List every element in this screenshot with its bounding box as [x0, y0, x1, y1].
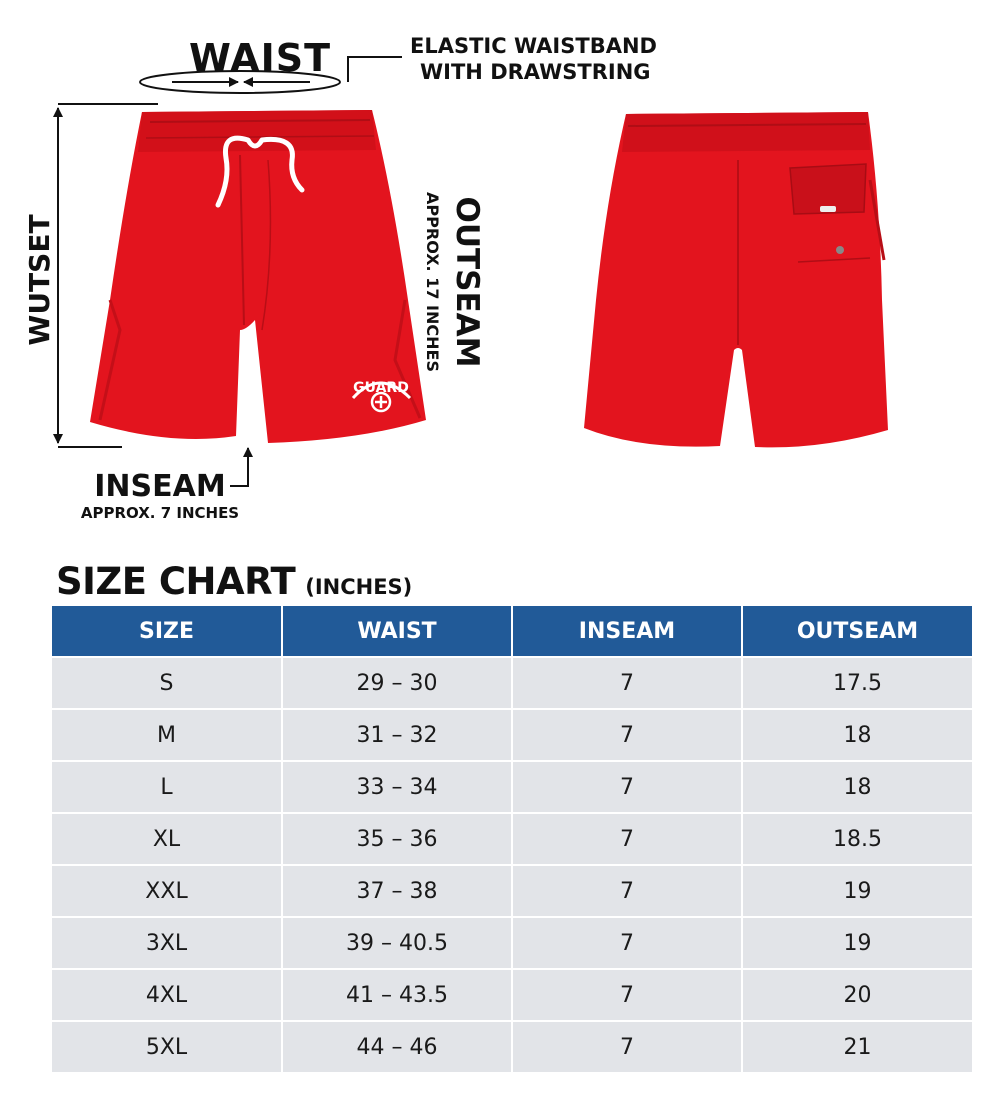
column-header-outseam: OUTSEAM [742, 606, 972, 657]
inseam-label: INSEAM [94, 469, 226, 504]
cell-waist: 31 – 32 [282, 709, 512, 761]
outseam-label: OUTSEAM [449, 196, 485, 368]
cell-size: XL [52, 813, 282, 865]
cell-size: 5XL [52, 1021, 282, 1072]
cell-size: L [52, 761, 282, 813]
table-row [52, 761, 972, 813]
cell-waist: 39 – 40.5 [282, 917, 512, 969]
cell-outseam: 19 [742, 917, 972, 969]
table-row [52, 865, 972, 917]
cell-waist: 41 – 43.5 [282, 969, 512, 1021]
cell-outseam: 21 [742, 1021, 972, 1072]
waistband-label-line1: ELASTIC WAISTBAND [410, 34, 657, 58]
cell-inseam: 7 [512, 761, 742, 813]
cell-inseam: 7 [512, 657, 742, 709]
cell-size: S [52, 657, 282, 709]
column-header-size: SIZE [52, 606, 282, 657]
cell-outseam: 18 [742, 709, 972, 761]
cell-outseam: 18.5 [742, 813, 972, 865]
table-row [52, 917, 972, 969]
column-header-waist: WAIST [282, 606, 512, 657]
size-chart-title [56, 560, 412, 603]
front-shorts-image [90, 110, 426, 443]
table-row [52, 709, 972, 761]
table-row [52, 813, 972, 865]
cell-inseam: 7 [512, 917, 742, 969]
cell-outseam: 17.5 [742, 657, 972, 709]
size-chart-units: (INCHES) [305, 575, 413, 599]
cell-waist: 35 – 36 [282, 813, 512, 865]
size-chart-title-text: SIZE CHART [56, 560, 296, 603]
length-label: WUTSET [23, 214, 56, 346]
cell-size: 4XL [52, 969, 282, 1021]
waist-label: WAIST [188, 36, 332, 80]
cell-size: 3XL [52, 917, 282, 969]
size-chart-table [52, 606, 972, 1072]
cell-outseam: 19 [742, 865, 972, 917]
column-header-inseam: INSEAM [512, 606, 742, 657]
cell-outseam: 20 [742, 969, 972, 1021]
table-header-row [52, 606, 972, 657]
back-shorts-image [584, 112, 888, 447]
table-row [52, 1021, 972, 1072]
cell-waist: 29 – 30 [282, 657, 512, 709]
cell-waist: 33 – 34 [282, 761, 512, 813]
waistband-label-line2: WITH DRAWSTRING [420, 60, 651, 84]
cell-outseam: 18 [742, 761, 972, 813]
cell-inseam: 7 [512, 1021, 742, 1072]
outseam-note: APPROX. 17 INCHES [423, 192, 442, 372]
cell-inseam: 7 [512, 709, 742, 761]
cell-inseam: 7 [512, 865, 742, 917]
table-row [52, 657, 972, 709]
guard-logo-text: GUARD [353, 380, 409, 396]
inseam-note: APPROX. 7 INCHES [80, 504, 240, 522]
cell-inseam: 7 [512, 969, 742, 1021]
cell-size: XXL [52, 865, 282, 917]
table-row [52, 969, 972, 1021]
inseam-leader-line [230, 448, 248, 486]
cell-waist: 37 – 38 [282, 865, 512, 917]
cell-size: M [52, 709, 282, 761]
waistband-leader-line [348, 57, 402, 82]
cell-inseam: 7 [512, 813, 742, 865]
cell-waist: 44 – 46 [282, 1021, 512, 1072]
